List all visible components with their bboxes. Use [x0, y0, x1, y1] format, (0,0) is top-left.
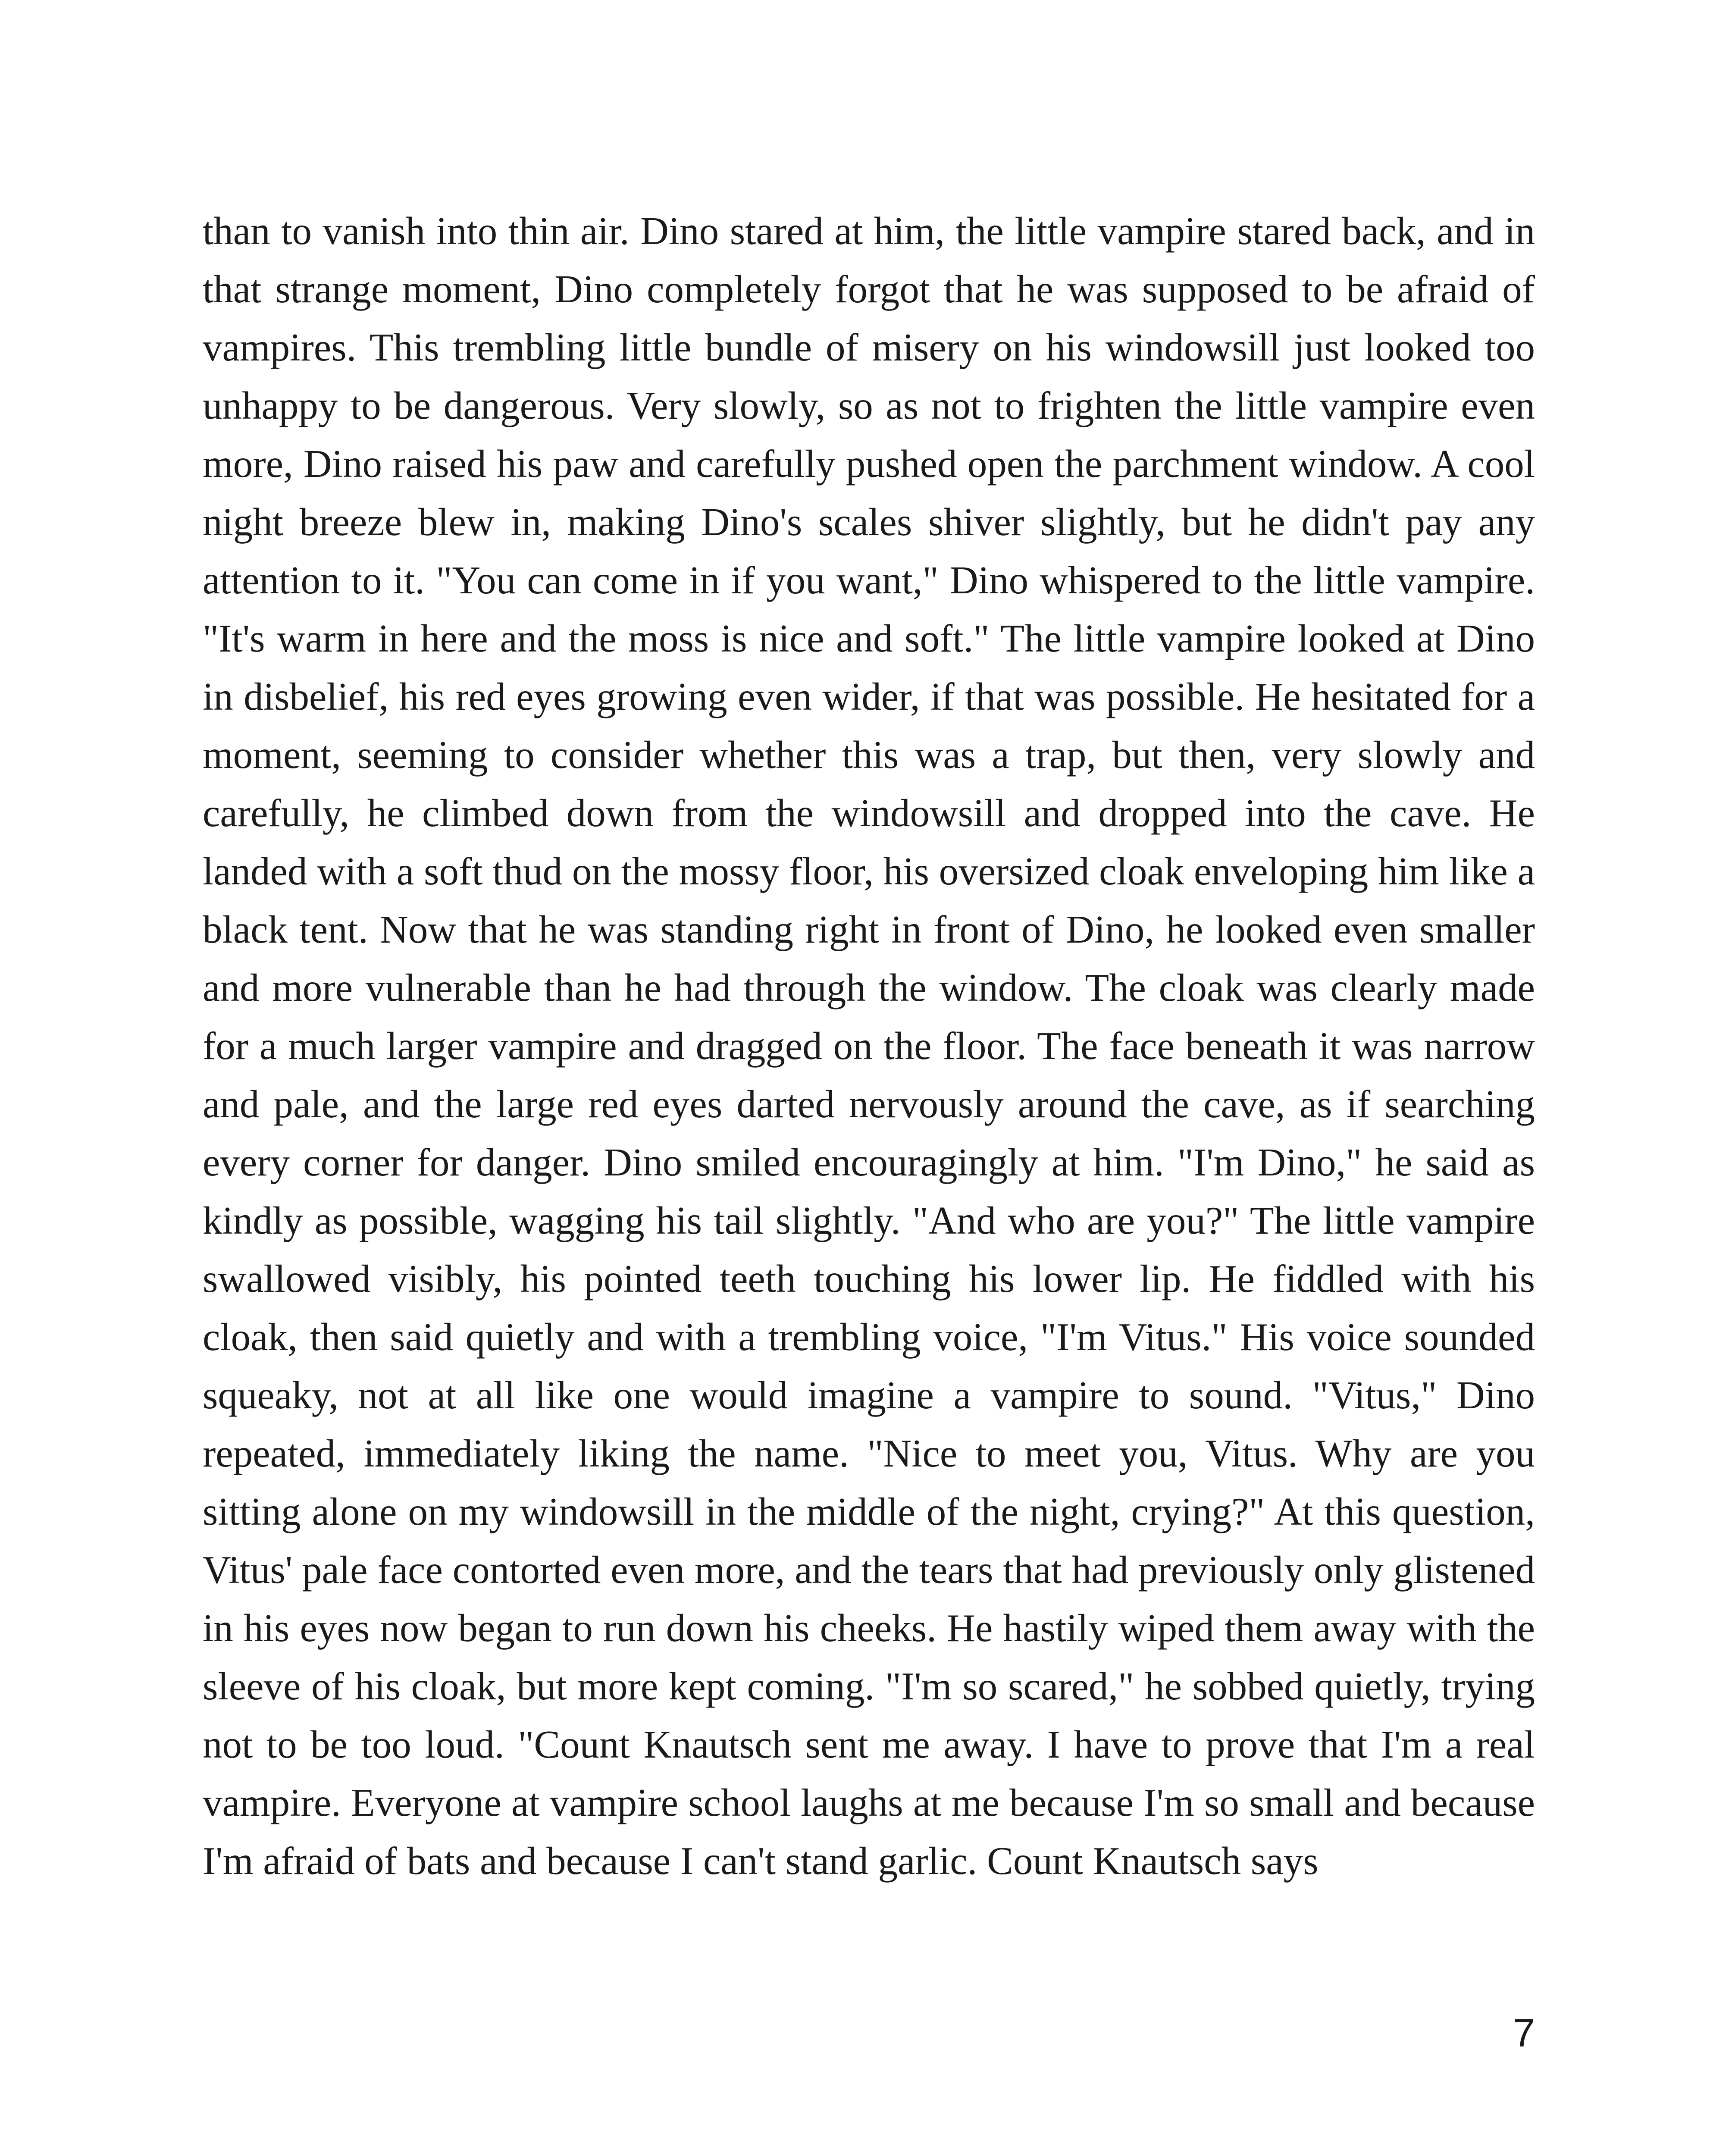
- page-number: 7: [1513, 2011, 1535, 2055]
- body-paragraph: than to vanish into thin air. Dino stared at him, the little vampire stared back, and in that strange moment, Dino completely forgot that he was supposed to be afraid of vampires. This trembling little bundle of misery on his windowsill just looked too unhappy to be dangerous. Very slowly, so as not to frighten the little vampire even more, Dino raised his paw and carefully pushed open the parchment window. A cool night breeze blew in, making Dino's scales shiver slightly, but he didn't pay any attention to it. "You can come in if you want," Dino whispered to the little vampire. "It's warm in here and the moss is nice and soft." The little vampire looked at Dino in disbelief, his red eyes growing even wider, if that was possible. He hesitated for a moment, seeming to consider whether this was a trap, but then, very slowly and carefully, he climbed down from the windowsill and dropped into the cave. He landed with a soft thud on the mossy floor, his oversized cloak enveloping him like a black tent. Now that he was standing right in front of Dino, he looked even smaller and more vulnerable than he had through the window. The cloak was clearly made for a much larger vampire and dragged on the floor. The face beneath it was narrow and pale, and the large red eyes darted nervously around the cave, as if searching every corner for danger. Dino smiled encouragingly at him. "I'm Dino," he said as kindly as possible, wagging his tail slightly. "And who are you?" The little vampire swallowed visibly, his pointed teeth touching his lower lip. He fiddled with his cloak, then said quietly and with a trembling voice, "I'm Vitus." His voice sounded squeaky, not at all like one would imagine a vampire to sound. "Vitus," Dino repeated, immediately liking the name. "Nice to meet you, Vitus. Why are you sitting alone on my windowsill in the middle of the night, crying?" At this question, Vitus' pale face contorted even more, and the tears that had previously only glistened in his eyes now began to run down his cheeks. He hastily wiped them away with the sleeve of his cloak, but more kept coming. "I'm so scared," he sobbed quietly, trying not to be too loud. "Count Knautsch sent me away. I have to prove that I'm a real vampire. Everyone at vampire school laughs at me because I'm so small and because I'm afraid of bats and because I can't stand garlic. Count Knautsch says: [203, 209, 1535, 1883]
